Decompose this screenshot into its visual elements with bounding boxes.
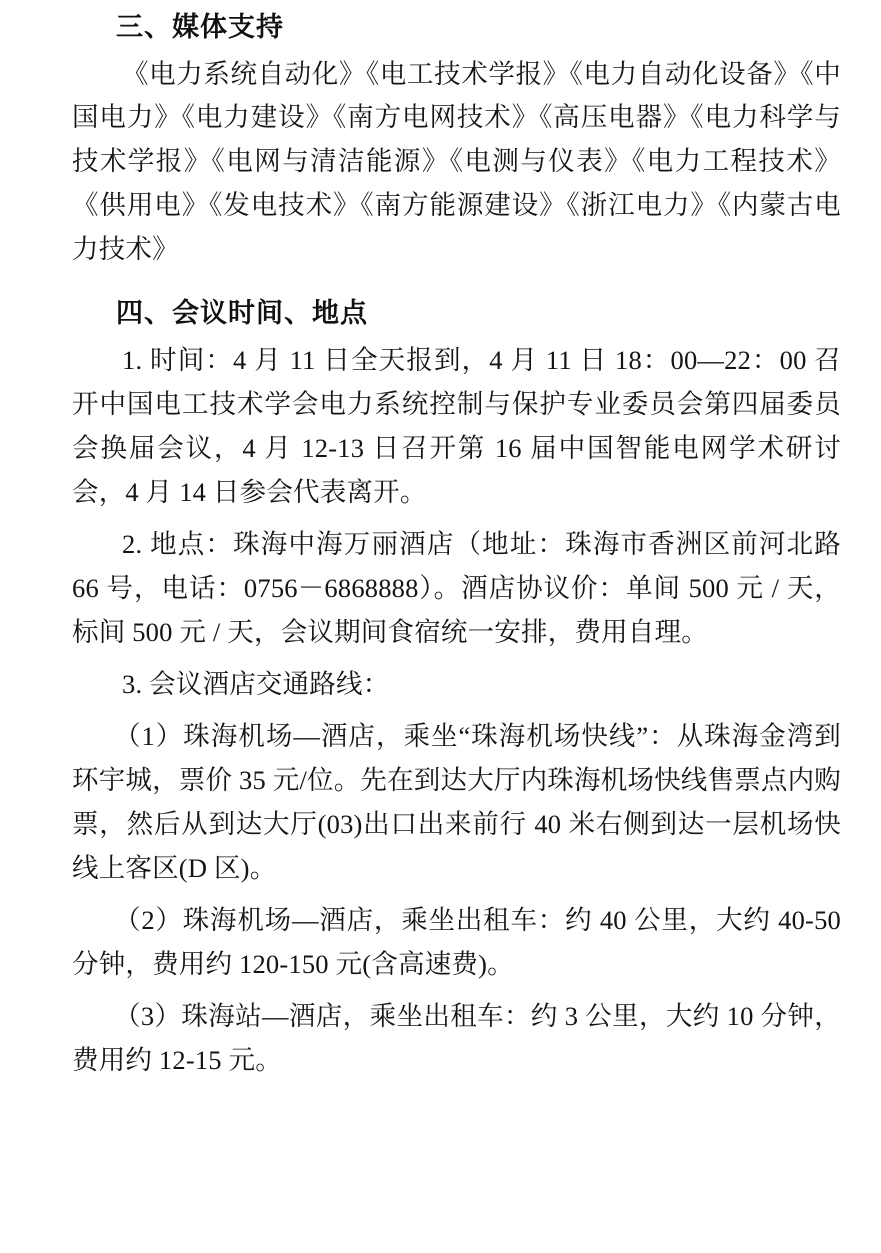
section-heading-media-support: 三、媒体支持 [116, 12, 284, 43]
paragraph-transport-airport-express: （1）珠海机场—酒店，乘坐“珠海机场快线”：从珠海金湾到环宇城，票价 35 元/位。先在到达大厅内珠海机场快线售票点内购票，然后从到达大厅(03)出口出来前行 40 米右侧到达一层机场快线上客区(D 区)。 [72, 720, 842, 883]
journal-list-paragraph: 《电力系统自动化》《电工技术学报》《电力自动化设备》《中国电力》《电力建设》《南方电网技术》《高压电器》《电力科学与技术学报》《电网与清洁能源》《电测与仪表》《电力工程技术》《供用电》《发电技术》《南方能源建设》《浙江电力》《内蒙古电力技术》 [72, 58, 841, 265]
paragraph-meeting-time: 1. 时间：4 月 11 日全天报到，4 月 11 日 18：00—22：00 召开中国电工技术学会电力系统控制与保护专业委员会第四届委员会换届会议，4 月 12-13 日召开第 16 届中国智能电网学术研讨会，4 月 14 日参会代表离开。 [72, 344, 841, 507]
section-spacer [72, 274, 841, 280]
paragraph-transport-airport-taxi: （2）珠海机场—酒店，乘坐出租车：约 40 公里，大约 40-50 分钟，费用约 120-150 元(含高速费)。 [72, 904, 841, 979]
paragraph-transport-station-taxi: （3）珠海站—酒店，乘坐出租车：约 3 公里，大约 10 分钟，费用约 12-15 元。 [72, 1000, 841, 1075]
paragraph-transport-heading: 3. 会议酒店交通路线： [122, 668, 390, 699]
paragraph-meeting-venue: 2. 地点：珠海中海万丽酒店（地址：珠海市香洲区前河北路 66 号，电话：0756－6868888）。酒店协议价：单间 500 元 / 天，标间 500 元 / 天，会议期间食宿统一安排，费用自理。 [72, 528, 841, 647]
section-heading-meeting-time-place: 四、会议时间、地点 [116, 298, 368, 330]
